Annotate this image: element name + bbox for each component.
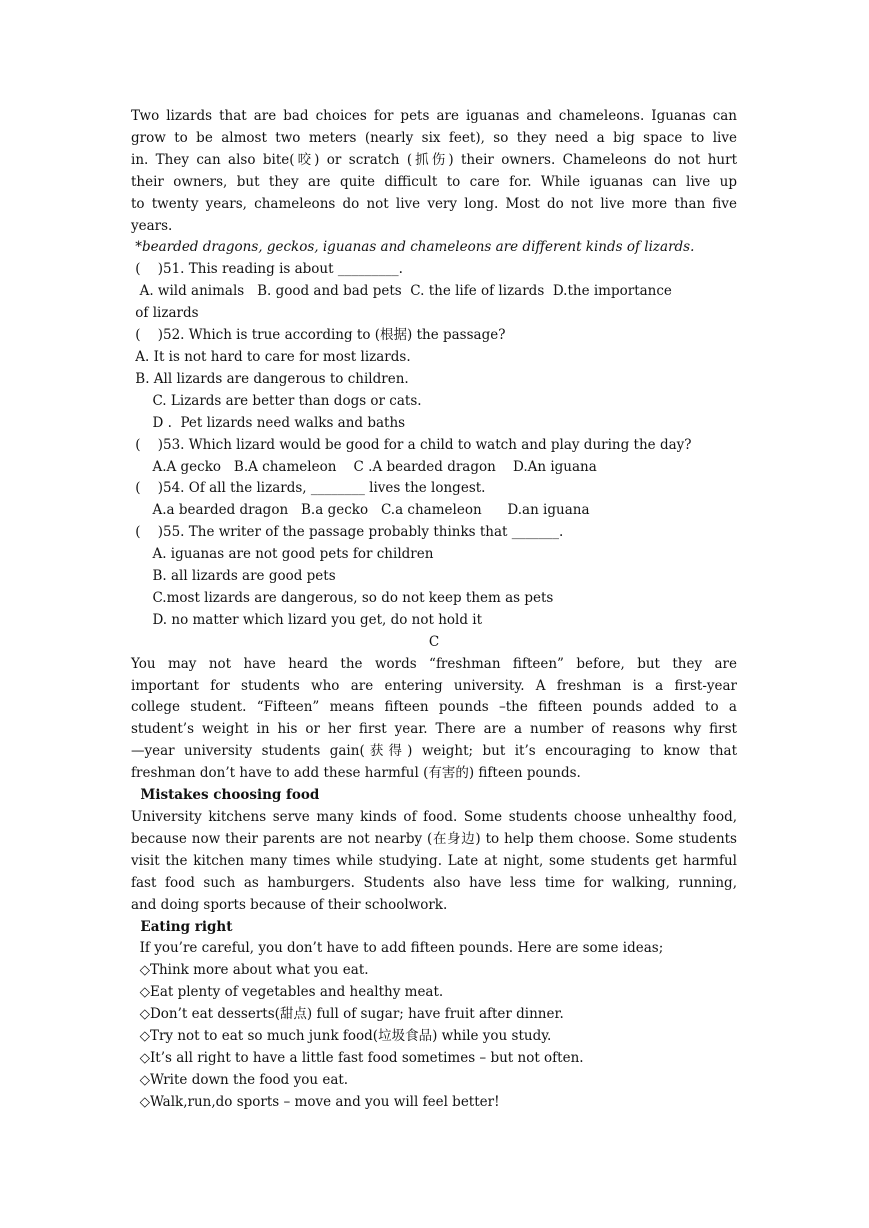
passage-line: because now their parents are not nearby (在身边) to help them choose. Some students <box>131 830 737 847</box>
passage-line: important for students who are entering university. A freshman is a first-year <box>131 677 737 694</box>
question-51: ( )51. This reading is about _________. <box>131 261 403 278</box>
passage-line: in. They can also bite(咬) or scratch (抓伤) their owners. Chameleons do not hurt <box>131 151 737 168</box>
eating-right-list <box>131 938 737 1113</box>
question-55-option-a: A. iguanas are not good pets for children <box>131 546 434 563</box>
tip-item: ◇Walk,run,do sports – move and you will feel better! <box>131 1093 500 1110</box>
passage-line: —year university students gain(获得) weight; but it’s encouraging to know that <box>131 743 737 760</box>
passage-line: student’s weight in his or her first year. There are a number of reasons why first <box>131 721 737 738</box>
question-54-options: A.a bearded dragon B.a gecko C.a chameleon D.an iguana <box>131 502 590 519</box>
passage-line: University kitchens serve many kinds of food. Some students choose unhealthy food, <box>131 809 737 825</box>
heading-eating-right: Eating right <box>131 918 233 935</box>
passage-line: freshman don’t have to add these harmful (有害的) fifteen pounds. <box>131 765 581 782</box>
freshman-intro <box>131 654 737 785</box>
question-55: ( )55. The writer of the passage probably thinks that _______. <box>131 524 564 541</box>
document-page <box>131 106 737 1114</box>
passage-line: college student. “Fifteen” means fifteen pounds –the fifteen pounds added to a <box>131 699 737 716</box>
passage-line: their owners, but they are quite difficult to care for. While iguanas can live up <box>131 173 737 190</box>
question-55-option-b: B. all lizards are good pets <box>131 568 336 585</box>
lizard-passage <box>131 106 737 259</box>
passage-line: You may not have heard the words “freshman fifteen” before, but they are <box>131 655 737 672</box>
section-c-label: C <box>428 633 440 650</box>
question-51-options: of lizards <box>131 305 199 322</box>
passage-line: and doing sports because of their schoolwork. <box>131 896 448 913</box>
passage-line: If you’re careful, you don’t have to add fifteen pounds. Here are some ideas; <box>131 940 664 957</box>
passage-line: to twenty years, chameleons do not live very long. Most do not live more than five <box>131 195 737 212</box>
question-52-option-d: D . Pet lizards need walks and baths <box>131 414 406 431</box>
tip-item: ◇Don’t eat desserts(甜点) full of sugar; have fruit after dinner. <box>131 1006 564 1023</box>
tip-item: ◇Try not to eat so much junk food(垃圾食品) while you study. <box>131 1028 552 1045</box>
tip-item: ◇Think more about what you eat. <box>131 962 369 979</box>
passage-line: fast food such as hamburgers. Students also have less time for walking, running, <box>131 874 737 891</box>
question-52-option-c: C. Lizards are better than dogs or cats. <box>131 392 422 409</box>
mistakes-paragraph <box>131 807 737 917</box>
question-55-option-d: D. no matter which lizard you get, do not hold it <box>131 611 483 628</box>
question-53: ( )53. Which lizard would be good for a child to watch and play during the day? <box>131 436 692 453</box>
question-block <box>131 259 737 631</box>
question-55-option-c: C.most lizards are dangerous, so do not keep them as pets <box>131 589 554 606</box>
heading-mistakes-choosing-food: Mistakes choosing food <box>131 787 320 804</box>
question-53-options: A.A gecko B.A chameleon C .A bearded dragon D.An iguana <box>131 458 597 475</box>
question-52-option-b: B. All lizards are dangerous to children. <box>131 370 409 387</box>
passage-line: visit the kitchen many times while studying. Late at night, some students get harmful <box>131 852 737 869</box>
tip-item: ◇It’s all right to have a little fast food sometimes – but not often. <box>131 1049 584 1066</box>
question-54: ( )54. Of all the lizards, ________ lives the longest. <box>131 480 486 497</box>
question-51-options: A. wild animals B. good and bad pets C. the life of lizards D.the importance <box>131 283 672 300</box>
question-52: ( )52. Which is true according to (根据) the passage? <box>131 327 506 344</box>
tip-item: ◇Write down the food you eat. <box>131 1071 349 1088</box>
passage-line: Two lizards that are bad choices for pets are iguanas and chameleons. Iguanas can <box>131 108 737 124</box>
passage-line: grow to be almost two meters (nearly six feet), so they need a big space to live <box>131 129 737 146</box>
question-52-option-a: A. It is not hard to care for most lizards. <box>131 348 411 365</box>
tip-item: ◇Eat plenty of vegetables and healthy meat. <box>131 984 444 1001</box>
lizard-note: *bearded dragons, geckos, iguanas and chameleons are different kinds of lizards. <box>131 239 695 256</box>
passage-line: years. <box>131 217 173 234</box>
